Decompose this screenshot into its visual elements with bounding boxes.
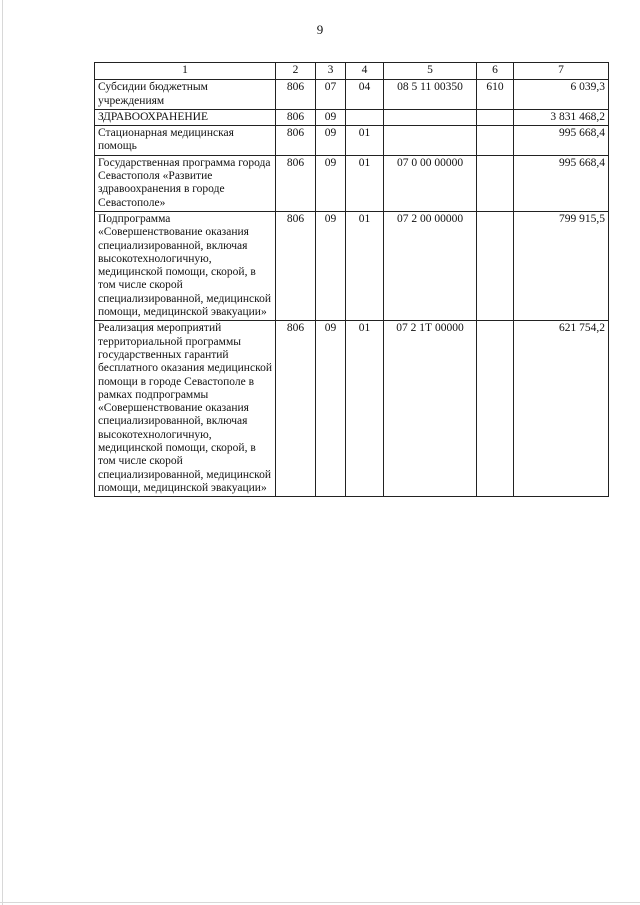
row-amount: 995 668,4: [514, 126, 609, 156]
row-col5: [384, 126, 477, 156]
column-header: 5: [384, 63, 477, 80]
row-col4: 01: [346, 126, 384, 156]
column-header: 2: [276, 63, 316, 80]
budget-table: [94, 62, 609, 497]
row-col6: [477, 155, 514, 211]
row-col3: 09: [316, 155, 346, 211]
row-col5: 07 0 00 00000: [384, 155, 477, 211]
row-amount: 3 831 468,2: [514, 109, 609, 125]
row-col6: [477, 321, 514, 497]
row-col6: [477, 109, 514, 125]
row-col6: [477, 126, 514, 156]
column-header: 7: [514, 63, 609, 80]
row-col5: [384, 109, 477, 125]
row-col2: 806: [276, 211, 316, 320]
row-name: Стационарная медицинская помощь: [95, 126, 276, 156]
row-col5: 07 2 00 00000: [384, 211, 477, 320]
column-header: 1: [95, 63, 276, 80]
row-col6: 610: [477, 80, 514, 110]
page-number: 9: [316, 22, 324, 37]
row-col3: 07: [316, 80, 346, 110]
table-row: [95, 211, 609, 320]
scan-edge-left: [2, 0, 3, 905]
column-header: 3: [316, 63, 346, 80]
row-col2: 806: [276, 109, 316, 125]
row-amount: 621 754,2: [514, 321, 609, 497]
row-col4: [346, 109, 384, 125]
row-col2: 806: [276, 126, 316, 156]
table-row: [95, 155, 609, 211]
row-name: Реализация мероприятий территориальной программы государственных гарантий бесплатного оказания медицинской помощи в городе Севастополе в рамках подпрограммы «Совершенствование оказания специализированной, включая высокотехнологичную, медицинской помощи, скорой, в том числе скорой специализированной, медицинской помощи, медицинской эвакуации»: [95, 321, 276, 497]
row-name: ЗДРАВООХРАНЕНИЕ: [95, 109, 276, 125]
table-row: [95, 109, 609, 125]
table-row: [95, 126, 609, 156]
table-row: [95, 80, 609, 110]
table-row: [95, 321, 609, 497]
scan-edge-bottom: [0, 902, 640, 903]
row-col4: 01: [346, 211, 384, 320]
row-col4: 01: [346, 321, 384, 497]
row-col5: 07 2 1Т 00000: [384, 321, 477, 497]
column-header: 4: [346, 63, 384, 80]
row-col5: 08 5 11 00350: [384, 80, 477, 110]
row-amount: 995 668,4: [514, 155, 609, 211]
row-col4: 01: [346, 155, 384, 211]
row-amount: 799 915,5: [514, 211, 609, 320]
row-col6: [477, 211, 514, 320]
row-name: Государственная программа города Севастополя «Развитие здравоохранения в городе Севастополе»: [95, 155, 276, 211]
column-header: 6: [477, 63, 514, 80]
row-col3: 09: [316, 109, 346, 125]
row-amount: 6 039,3: [514, 80, 609, 110]
row-col2: 806: [276, 80, 316, 110]
row-col4: 04: [346, 80, 384, 110]
row-col3: 09: [316, 321, 346, 497]
row-name: Подпрограмма «Совершенствование оказания специализированной, включая высокотехнологичную, медицинской помощи, скорой, в том числе скорой специализированной, медицинской помощи, медицинской эвакуации»: [95, 211, 276, 320]
row-col2: 806: [276, 321, 316, 497]
row-col2: 806: [276, 155, 316, 211]
row-col3: 09: [316, 126, 346, 156]
row-col3: 09: [316, 211, 346, 320]
row-name: Субсидии бюджетным учреждениям: [95, 80, 276, 110]
table-header-row: [95, 63, 609, 80]
